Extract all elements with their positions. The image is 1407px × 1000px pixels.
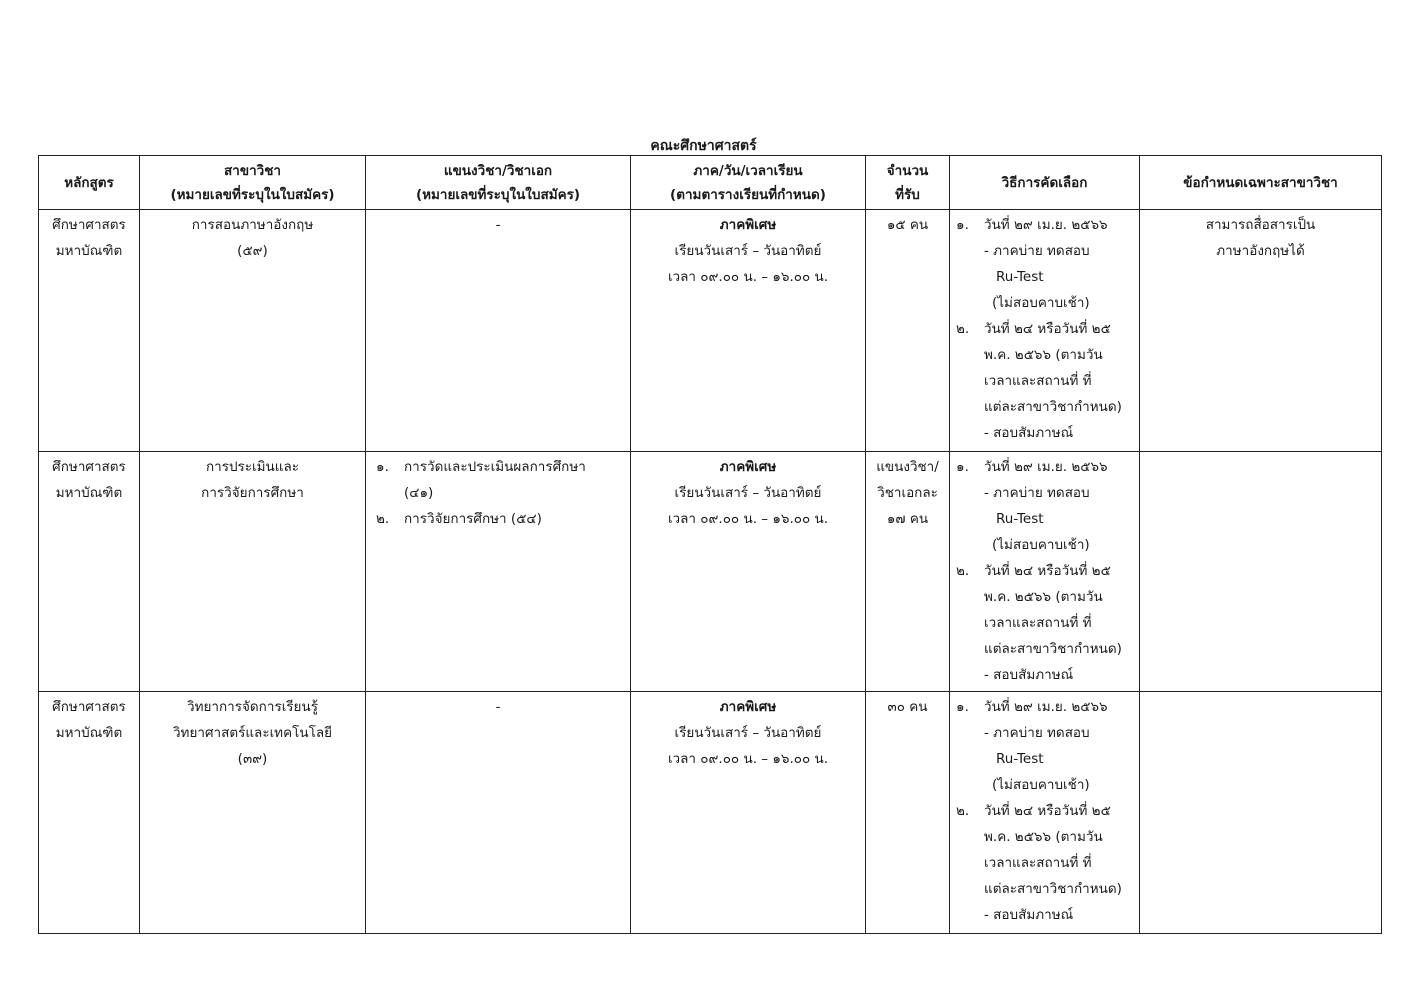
major-cell: การประเมินและ การวิจัยการศึกษา xyxy=(140,452,366,692)
header-capacity: จำนวน ที่รับ xyxy=(866,156,950,210)
header-major: สาขาวิชา (หมายเลขที่ระบุในใบสมัคร) xyxy=(140,156,366,210)
table-row xyxy=(39,452,1382,692)
capacity-cell: ๓๐ คน xyxy=(866,692,950,934)
major-cell: การสอนภาษาอังกฤษ (๕๙) xyxy=(140,210,366,452)
track-item: ๑. การวัดและประเมินผลการศึกษา (๔๑) xyxy=(376,459,586,501)
track-cell: - xyxy=(366,210,631,452)
program-cell: ศึกษาศาสตร มหาบัณฑิต xyxy=(39,452,140,692)
selection-cell: ๑. วันที่ ๒๙ เม.ย. ๒๕๖๖ - ภาคบ่าย ทดสอบ Ru-Test (ไม่สอบคาบเช้า) ๒. วันที่ ๒๔ หรือวันที่ ๒๕ พ.ค. ๒๕๖๖ (ตามวัน เวลาและสถานที่ ที่ แต่ละสาขาวิชากำหนด) - สอบสัมภาษณ์ xyxy=(950,452,1140,692)
track-cell xyxy=(366,452,631,692)
selection-cell: ๑. วันที่ ๒๙ เม.ย. ๒๕๖๖ - ภาคบ่าย ทดสอบ Ru-Test (ไม่สอบคาบเช้า) ๒. วันที่ ๒๔ หรือวันที่ ๒๕ พ.ค. ๒๕๖๖ (ตามวัน เวลาและสถานที่ ที่ แต่ละสาขาวิชากำหนด) - สอบสัมภาษณ์ xyxy=(950,692,1140,934)
requirement-cell: สามารถสื่อสารเป็น ภาษาอังกฤษได้ xyxy=(1140,210,1382,452)
track-item: ๒. การวิจัยการศึกษา (๕๔) xyxy=(376,511,542,527)
program-cell: ศึกษาศาสตร มหาบัณฑิต xyxy=(39,692,140,934)
schedule-cell: ภาคพิเศษ เรียนวันเสาร์ – วันอาทิตย์ เวลา ๐๙.๐๐ น. – ๑๖.๐๐ น. xyxy=(631,210,866,452)
table-row xyxy=(39,692,1382,934)
selection-cell: ๑. วันที่ ๒๙ เม.ย. ๒๕๖๖ - ภาคบ่าย ทดสอบ Ru-Test (ไม่สอบคาบเช้า) ๒. วันที่ ๒๔ หรือวันที่ ๒๕ พ.ค. ๒๕๖๖ (ตามวัน เวลาและสถานที่ ที่ แต่ละสาขาวิชากำหนด) - สอบสัมภาษณ์ xyxy=(950,210,1140,452)
header-track: แขนงวิชา/วิชาเอก (หมายเลขที่ระบุในใบสมัคร) xyxy=(366,156,631,210)
major-cell: วิทยาการจัดการเรียนรู้ วิทยาศาสตร์และเทคโนโลยี (๓๙) xyxy=(140,692,366,934)
admission-table xyxy=(38,155,1382,934)
header-program: หลักสูตร xyxy=(39,156,140,210)
program-cell: ศึกษาศาสตร มหาบัณฑิต xyxy=(39,210,140,452)
track-cell: - xyxy=(366,692,631,934)
header-schedule: ภาค/วัน/เวลาเรียน (ตามตารางเรียนที่กำหนด) xyxy=(631,156,866,210)
header-requirement: ข้อกำหนดเฉพาะสาขาวิชา xyxy=(1140,156,1382,210)
table-row xyxy=(39,210,1382,452)
capacity-cell: ๑๕ คน xyxy=(866,210,950,452)
faculty-title: คณะศึกษาศาสตร์ xyxy=(650,138,757,154)
schedule-cell: ภาคพิเศษ เรียนวันเสาร์ – วันอาทิตย์ เวลา ๐๙.๐๐ น. – ๑๖.๐๐ น. xyxy=(631,692,866,934)
header-selection: วิธีการคัดเลือก xyxy=(950,156,1140,210)
table-header-row xyxy=(39,156,1382,210)
requirement-cell xyxy=(1140,452,1382,692)
capacity-cell: แขนงวิชา/ วิชาเอกละ ๑๗ คน xyxy=(866,452,950,692)
requirement-cell xyxy=(1140,692,1382,934)
schedule-cell: ภาคพิเศษ เรียนวันเสาร์ – วันอาทิตย์ เวลา ๐๙.๐๐ น. – ๑๖.๐๐ น. xyxy=(631,452,866,692)
